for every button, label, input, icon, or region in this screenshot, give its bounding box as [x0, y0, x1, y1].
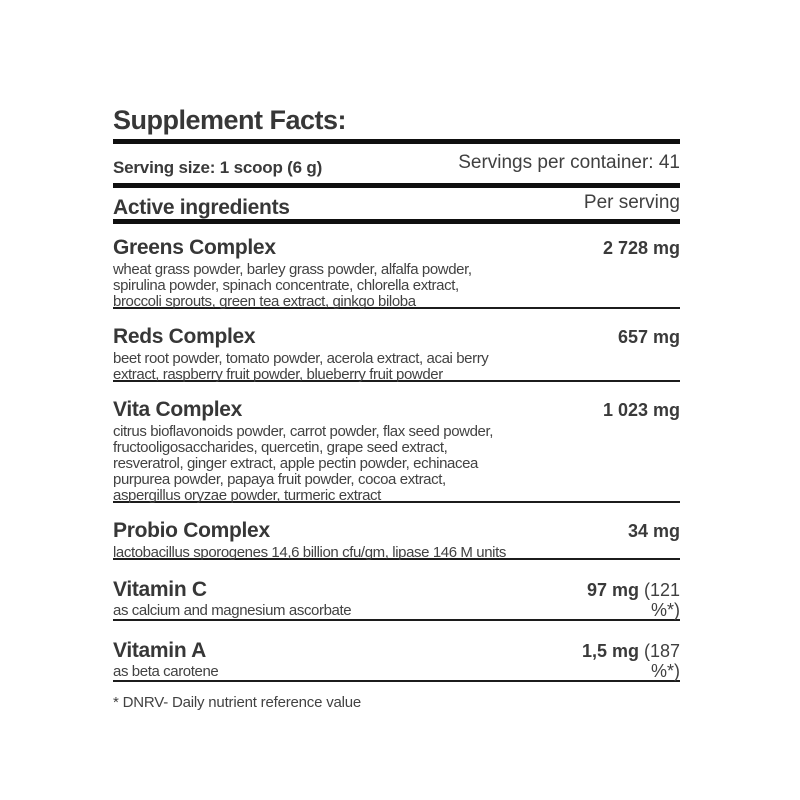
section-heading-row: [113, 641, 680, 680]
section-heading-row: [113, 238, 680, 259]
ingredient-amount: 97 mg: [586, 580, 639, 600]
section-vita-complex: [113, 400, 680, 503]
ingredient-name: Greens Complex: [113, 236, 276, 259]
ingredient-amount: 1 023 mg: [602, 400, 680, 420]
ingredient-amount: 34 mg: [627, 521, 680, 541]
ingredient-amount: 2 728 mg: [602, 238, 680, 258]
description-line: aspergillus oryzae powder, turmeric extract: [113, 487, 381, 504]
description-line: spirulina powder, spinach concentrate, chlorella extract,: [113, 277, 459, 294]
amount-line: [587, 580, 680, 602]
section-heading-row: [113, 521, 680, 542]
ingredient-description: [113, 259, 680, 310]
ingredient-name: Vitamin C: [113, 578, 207, 601]
ingredient-description: [113, 421, 680, 504]
ingredient-name: Probio Complex: [113, 519, 270, 542]
per-serving-header: Per serving: [583, 192, 680, 213]
ingredient-name: Reds Complex: [113, 325, 256, 348]
ingredient-info: [113, 580, 351, 619]
section-probio-complex: [113, 521, 680, 560]
ingredient-description: [113, 542, 680, 561]
section-heading-row: [113, 400, 680, 421]
dnrv-percent-close: %*): [650, 661, 680, 681]
serving-size-text: Serving size: 1 scoop (6 g): [113, 158, 323, 177]
label-title: Supplement Facts:: [113, 106, 680, 144]
active-ingredients-header: Active ingredients: [113, 196, 290, 219]
amount-line: [582, 641, 680, 663]
description-line: as calcium and magnesium ascorbate: [113, 602, 352, 619]
description-line: purpurea powder, papaya fruit powder, cocoa extract,: [113, 471, 446, 488]
description-line: citrus bioflavonoids powder, carrot powder, flax seed powder,: [113, 423, 493, 440]
section-heading-row: [113, 580, 680, 619]
dnrv-footnote: * DNRV- Daily nutrient reference value: [113, 694, 362, 711]
serving-row: [113, 144, 680, 188]
columns-header-row: [113, 188, 680, 224]
ingredient-name: Vita Complex: [113, 398, 243, 421]
dnrv-percent-close: %*): [650, 600, 680, 620]
ingredient-amount-block: [582, 641, 680, 679]
section-reds-complex: [113, 327, 680, 382]
section-greens-complex: [113, 238, 680, 309]
description-line: as beta carotene: [113, 663, 219, 680]
section-vitamin-c: [113, 580, 680, 621]
description-line: broccoli sprouts, green tea extract, ginkgo biloba: [113, 293, 416, 310]
description-line: lactobacillus sporogenes 14,6 billion cfu/gm, lipase 146 M units: [113, 544, 506, 561]
description-line: wheat grass powder, barley grass powder, alfalfa powder,: [113, 261, 472, 278]
dnrv-percent-open: (187: [643, 641, 680, 661]
description-line: extract, raspberry fruit powder, blueberry fruit powder: [113, 366, 443, 383]
description-line: beet root powder, tomato powder, acerola extract, acai berry: [113, 350, 489, 367]
ingredient-description: [113, 348, 680, 383]
ingredient-amount: 657 mg: [617, 327, 680, 347]
description-line: resveratrol, ginger extract, apple pectin powder, echinacea: [113, 455, 478, 472]
description-line: fructooligosaccharides, quercetin, grape seed extract,: [113, 439, 448, 456]
servings-per-container-text: Servings per container: 41: [458, 152, 680, 173]
ingredient-info: [113, 641, 218, 680]
section-vitamin-a: [113, 641, 680, 682]
ingredient-name: Vitamin A: [113, 639, 206, 662]
section-heading-row: [113, 327, 680, 348]
ingredient-amount-block: [587, 580, 680, 618]
ingredient-amount: 1,5 mg: [581, 641, 639, 661]
label-body: [113, 106, 680, 711]
dnrv-percent-open: (121: [643, 580, 680, 600]
